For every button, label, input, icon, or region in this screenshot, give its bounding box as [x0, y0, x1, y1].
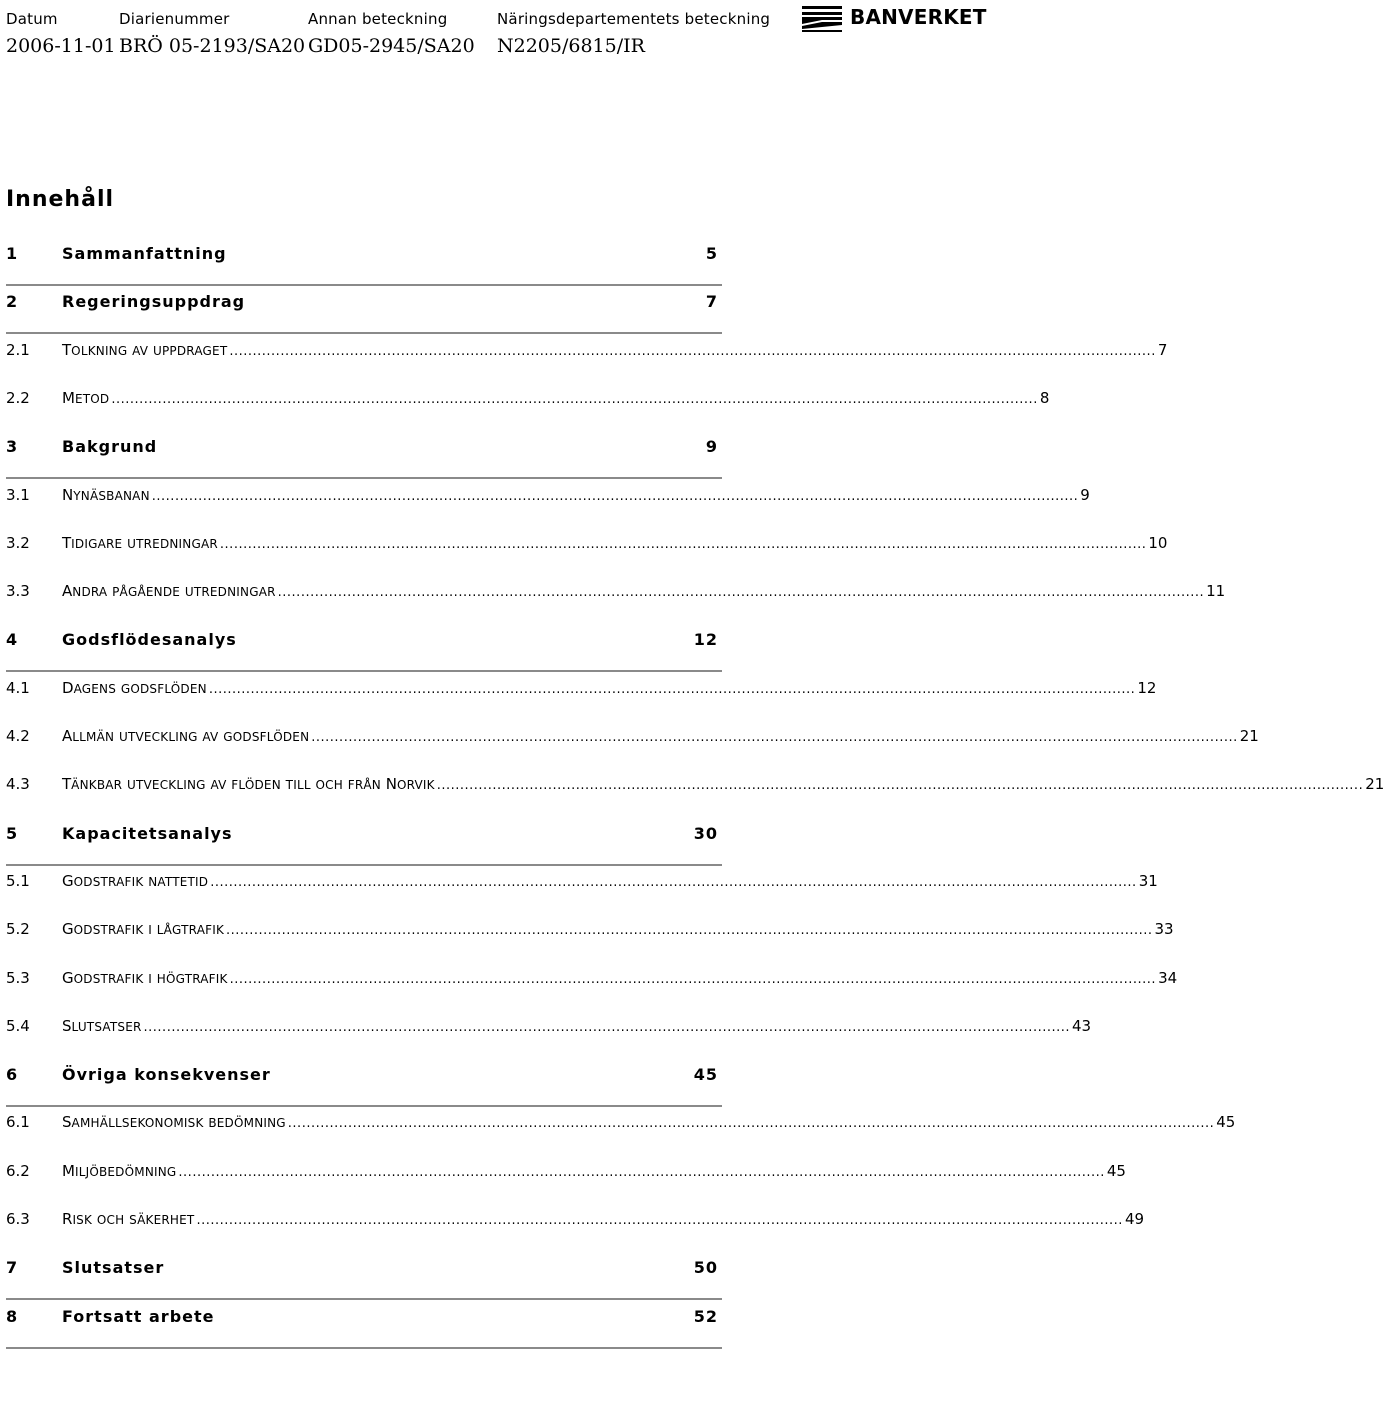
toc-entry-title: ALLMÄN UTVECKLING AV GODSFLÖDEN — [62, 727, 310, 745]
toc-chapter[interactable] — [6, 630, 718, 654]
toc-number: 4.2 — [6, 727, 30, 745]
toc-dot-leader: ........................................................................................................................................................................................................ — [229, 972, 1157, 987]
toc-page-number: 45 — [1106, 1162, 1126, 1180]
toc-section[interactable] — [6, 1162, 1126, 1186]
toc-page-number: 34 — [1158, 969, 1178, 987]
toc-number: 6.3 — [6, 1210, 30, 1228]
toc-section[interactable] — [6, 969, 1178, 993]
header-label: Diarienummer — [119, 10, 230, 28]
toc-page-number: 31 — [1138, 872, 1158, 890]
toc-entry-title: Kapacitetsanalys — [62, 824, 233, 843]
toc-entry-title: GODSTRAFIK I LÅGTRAFIK — [62, 920, 225, 938]
toc-chapter[interactable] — [6, 824, 718, 848]
toc-number: 5.1 — [6, 872, 30, 890]
toc-dot-leader: ........................................................................................................................................................................................................ — [111, 392, 1038, 407]
header-label: Näringsdepartementets beteckning — [497, 10, 771, 28]
toc-number: 3 — [6, 437, 19, 456]
toc-number: 5.3 — [6, 969, 30, 987]
toc-dot-leader: ........................................................................................................................................................................................................ — [277, 585, 1205, 600]
toc-page-number: 49 — [1124, 1210, 1145, 1228]
toc-page-number: 7 — [705, 292, 718, 311]
toc-dot-leader: ........................................................................................................................................................................................................ — [196, 1213, 1123, 1228]
toc-number: 4.1 — [6, 679, 30, 697]
toc-page-number: 12 — [1137, 679, 1157, 697]
toc-number: 2.2 — [6, 389, 30, 407]
toc-number: 1 — [6, 244, 19, 263]
toc-number: 6.2 — [6, 1162, 30, 1180]
toc-dot-leader: ........................................................................................................................................................................................................ — [219, 537, 1147, 552]
toc-number: 3.2 — [6, 534, 30, 552]
header-other-ref — [308, 10, 475, 57]
toc-number: 3.1 — [6, 486, 30, 504]
toc-dot-leader: ........................................................................................................................................................................................................ — [210, 875, 1137, 890]
toc-page-number: 21 — [1239, 727, 1259, 745]
toc-page-number: 52 — [693, 1307, 718, 1326]
toc-number: 2.1 — [6, 341, 30, 359]
toc-entry-title: TÄNKBAR UTVECKLING AV FLÖDEN TILL OCH FRÅN NORVIK — [62, 775, 435, 793]
toc-chapter[interactable] — [6, 244, 718, 268]
toc-section[interactable] — [6, 679, 1157, 703]
header-value: 2006-11-01 — [6, 35, 116, 57]
toc-page-number: 7 — [1157, 341, 1168, 359]
toc-entry-title: Övriga konsekvenser — [62, 1065, 271, 1084]
header-date — [6, 10, 116, 57]
toc-number: 6 — [6, 1065, 19, 1084]
toc-number: 4.3 — [6, 775, 30, 793]
toc-section[interactable] — [6, 1017, 1092, 1041]
toc-page-number: 33 — [1154, 920, 1174, 938]
toc-section[interactable] — [6, 389, 1050, 413]
toc-entry-title: TOLKNING AV UPPDRAGET — [62, 341, 228, 359]
toc-page-number: 5 — [705, 244, 718, 263]
toc-entry-title: GODSTRAFIK I HÖGTRAFIK — [62, 969, 228, 987]
toc-page-number: 11 — [1206, 582, 1226, 600]
toc-entry-title: RISK OCH SÄKERHET — [62, 1210, 195, 1228]
toc-chapter[interactable] — [6, 292, 718, 316]
toc-dot-leader: ........................................................................................................................................................................................................ — [178, 1165, 1105, 1180]
toc-dot-leader: ........................................................................................................................................................................................................ — [143, 1020, 1070, 1035]
toc-section[interactable] — [6, 486, 1090, 510]
toc-entry-title: GODSTRAFIK NATTETID — [62, 872, 209, 890]
toc-entry-title: Bakgrund — [62, 437, 158, 456]
toc-entry-title: ANDRA PÅGÅENDE UTREDNINGAR — [62, 582, 276, 600]
logo-text: BANVERKET — [850, 5, 987, 29]
toc-page-number: 45 — [693, 1065, 718, 1084]
toc-number: 2 — [6, 292, 19, 311]
toc-entry-title: TIDIGARE UTREDNINGAR — [62, 534, 218, 552]
toc-number: 5.4 — [6, 1017, 30, 1035]
toc-dot-leader: ........................................................................................................................................................................................................ — [208, 682, 1136, 697]
banverket-logo-icon — [802, 4, 848, 32]
header-label: Datum — [6, 10, 58, 28]
toc-entry-title: SLUTSATSER — [62, 1017, 142, 1035]
toc-page-number: 43 — [1072, 1017, 1092, 1035]
toc-entry-title: Godsflödesanalys — [62, 630, 237, 649]
toc-chapter[interactable] — [6, 1065, 718, 1089]
toc-section[interactable] — [6, 1210, 1145, 1234]
toc-number: 8 — [6, 1307, 19, 1326]
header-diary-number — [119, 10, 305, 57]
toc-page-number: 21 — [1365, 775, 1384, 793]
toc-dot-leader: ........................................................................................................................................................................................................ — [436, 778, 1364, 793]
toc-page-number: 30 — [693, 824, 718, 843]
header-label: Annan beteckning — [308, 10, 448, 28]
toc-section[interactable] — [6, 341, 1168, 365]
toc-entry-title: Slutsatser — [62, 1258, 165, 1277]
toc-number: 5.2 — [6, 920, 30, 938]
toc-dot-leader: ........................................................................................................................................................................................................ — [151, 489, 1079, 504]
toc-number: 4 — [6, 630, 19, 649]
toc-entry-title: Regeringsuppdrag — [62, 292, 246, 311]
toc-entry-title: DAGENS GODSFLÖDEN — [62, 679, 207, 697]
toc-title: Innehåll — [6, 187, 115, 212]
toc-section[interactable] — [6, 775, 1384, 799]
toc-section[interactable] — [6, 920, 1174, 944]
toc-entry-title: SAMHÄLLSEKONOMISK BEDÖMNING — [62, 1113, 286, 1131]
toc-number: 6.1 — [6, 1113, 30, 1131]
toc-dot-leader: ........................................................................................................................................................................................................ — [287, 1116, 1215, 1131]
toc-page-number: 10 — [1148, 534, 1168, 552]
toc-section[interactable] — [6, 534, 1168, 558]
banverket-logo — [802, 4, 987, 32]
toc-page-number: 50 — [693, 1258, 718, 1277]
toc-section[interactable] — [6, 1113, 1236, 1137]
toc-page-number: 8 — [1039, 389, 1050, 407]
toc-section[interactable] — [6, 582, 1226, 606]
toc-page-number: 12 — [693, 630, 718, 649]
toc-chapter[interactable] — [6, 1307, 718, 1331]
toc-number: 7 — [6, 1258, 19, 1277]
toc-number: 5 — [6, 824, 19, 843]
toc-section[interactable] — [6, 872, 1158, 896]
toc-entry-title: NYNÄSBANAN — [62, 486, 150, 504]
toc-entry-title: Fortsatt arbete — [62, 1307, 215, 1326]
toc-chapter[interactable] — [6, 1258, 718, 1282]
header-value: N2205/6815/IR — [497, 35, 645, 57]
toc-number: 3.3 — [6, 582, 30, 600]
header-value: GD05-2945/SA20 — [308, 35, 475, 57]
toc-page-number: 9 — [1080, 486, 1090, 504]
toc-dot-leader: ........................................................................................................................................................................................................ — [311, 730, 1238, 745]
toc-page-number: 45 — [1216, 1113, 1236, 1131]
header-value: BRÖ 05-2193/SA20 — [119, 35, 306, 57]
toc-entry-title: METOD — [62, 389, 110, 407]
toc-section[interactable] — [6, 727, 1259, 751]
toc-dot-leader: ........................................................................................................................................................................................................ — [226, 923, 1153, 938]
toc-entry-title: MILJÖBEDÖMNING — [62, 1162, 177, 1180]
header-ministry-ref — [497, 10, 770, 57]
toc-entry-title: Sammanfattning — [62, 244, 227, 263]
toc-page-number: 9 — [705, 437, 718, 456]
toc-chapter[interactable] — [6, 437, 718, 461]
toc-dot-leader: ........................................................................................................................................................................................................ — [229, 344, 1156, 359]
